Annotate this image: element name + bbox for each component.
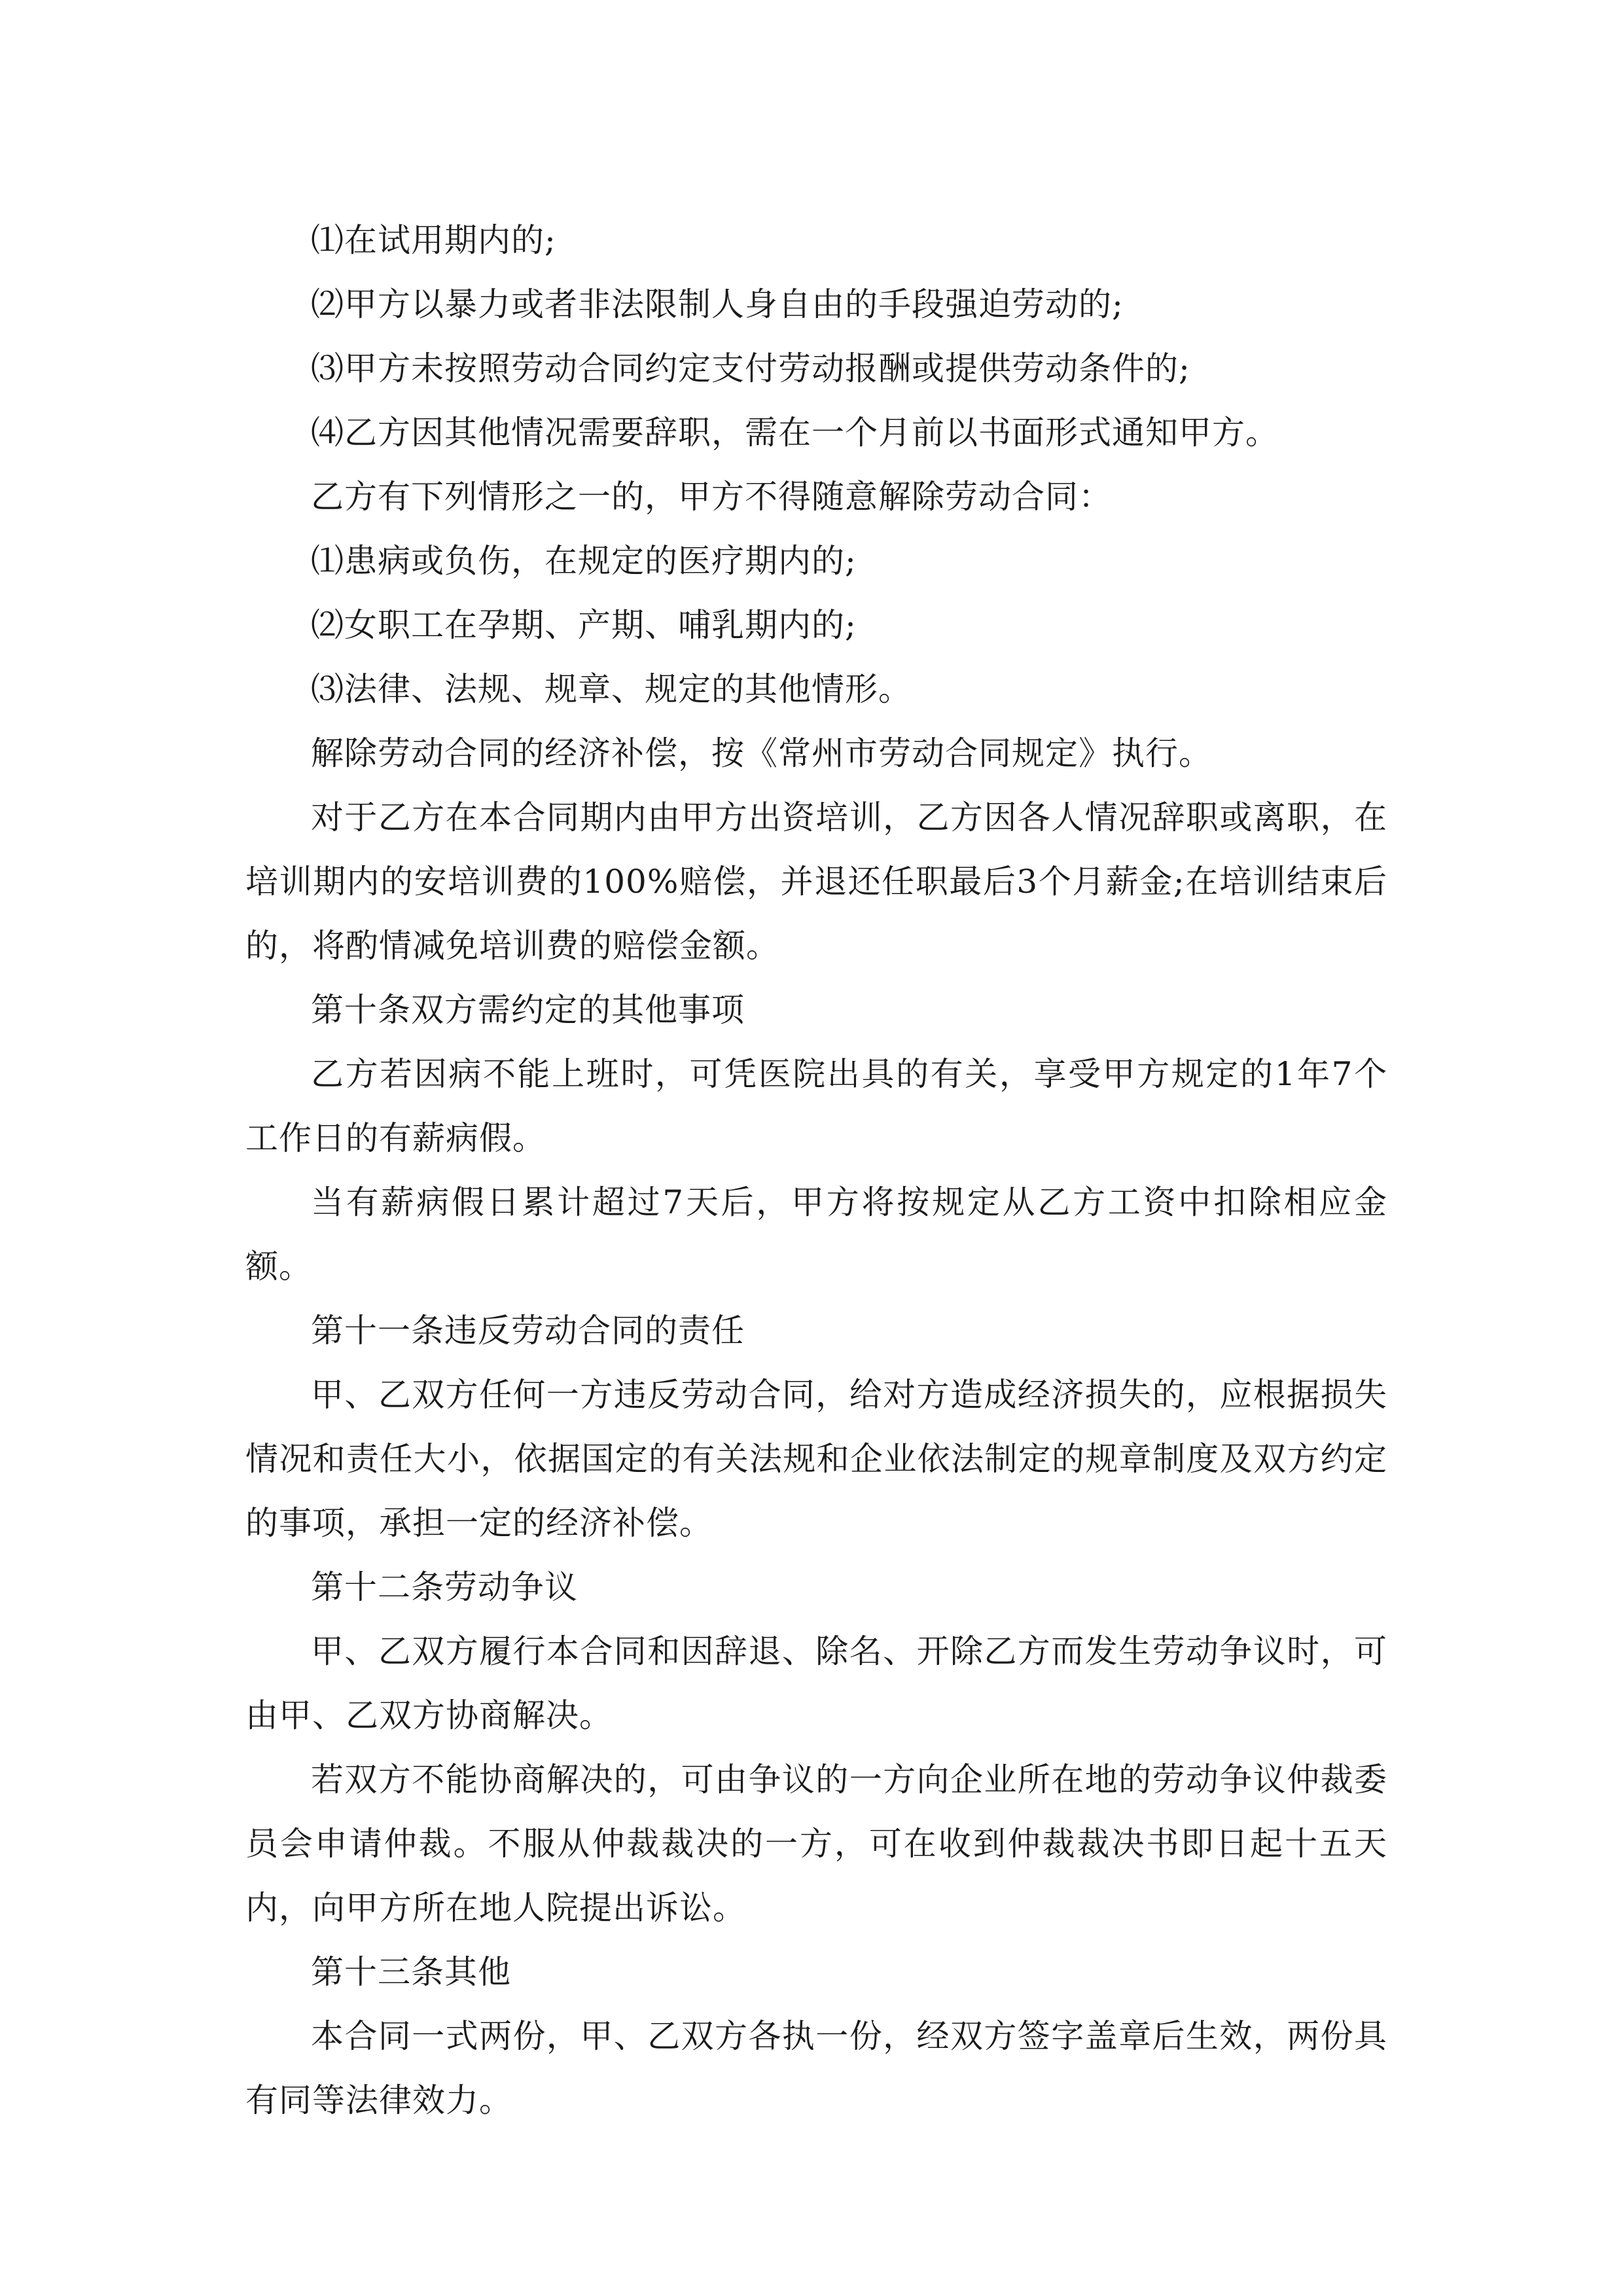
paragraph-restriction-2: ⑵女职工在孕期、产期、哺乳期内的; xyxy=(311,606,857,644)
heading-article-11: 第十一条违反劳动合同的责任 xyxy=(311,1312,745,1350)
heading-article-12: 第十二条劳动争议 xyxy=(311,1568,578,1606)
paragraph-clause-2: ⑵甲方以暴力或者非法限制人身自由的手段强迫劳动的; xyxy=(311,285,1124,323)
paragraph-dispute-arbitration: 若双方不能协商解决的，可由争议的一方向企业所在地的劳动争议仲裁委员会申请仲裁。不服从仲裁裁决的一方，可在收到仲裁裁决书即日起十五天内，向甲方所在地人院提出诉讼。 xyxy=(245,1761,1387,1927)
paragraph-training: 对于乙方在本合同期内由甲方出资培训，乙方因各人情况辞职或离职，在培训期内的安培训费的100%赔偿，并退还任职最后3个月薪金;在培训结束后的，将酌情减免培训费的赔偿金额。 xyxy=(245,798,1387,965)
paragraph-copies: 本合同一式两份，甲、乙双方各执一份，经双方签字盖章后生效，两份具有同等法律效力。 xyxy=(245,2017,1387,2119)
document-body xyxy=(245,208,1387,2132)
paragraph-restriction-1: ⑴患病或负伤，在规定的医疗期内的; xyxy=(311,542,857,580)
paragraph-clause-3: ⑶甲方未按照劳动合同约定支付劳动报酬或提供劳动条件的; xyxy=(311,350,1190,387)
paragraph-clause-1: ⑴在试用期内的; xyxy=(311,221,556,259)
heading-article-10: 第十条双方需约定的其他事项 xyxy=(311,991,745,1029)
paragraph-sick-leave-deduction: 当有薪病假日累计超过7天后，甲方将按规定从乙方工资中扣除相应金额。 xyxy=(245,1183,1387,1285)
paragraph-compensation: 解除劳动合同的经济补偿，按《常州市劳动合同规定》执行。 xyxy=(311,734,1212,772)
paragraph-dispute-negotiation: 甲、乙双方履行本合同和因辞退、除名、开除乙方而发生劳动争议时，可由甲、乙双方协商解决。 xyxy=(245,1632,1387,1734)
paragraph-clause-4: ⑷乙方因其他情况需要辞职，需在一个月前以书面形式通知甲方。 xyxy=(311,414,1279,452)
paragraph-sick-leave: 乙方若因病不能上班时，可凭医院出具的有关，享受甲方规定的1年7个工作日的有薪病假。 xyxy=(245,1055,1387,1157)
paragraph-liability: 甲、乙双方任何一方违反劳动合同，给对方造成经济损失的，应根据损失情况和责任大小，依据国定的有关法规和企业依法制定的规章制度及双方约定的事项，承担一定的经济补偿。 xyxy=(245,1376,1387,1542)
paragraph-restriction-3: ⑶法律、法规、规章、规定的其他情形。 xyxy=(311,670,912,708)
heading-article-13: 第十三条其他 xyxy=(311,1953,511,1991)
paragraph-restriction-intro: 乙方有下列情形之一的，甲方不得随意解除劳动合同： xyxy=(311,478,1112,516)
